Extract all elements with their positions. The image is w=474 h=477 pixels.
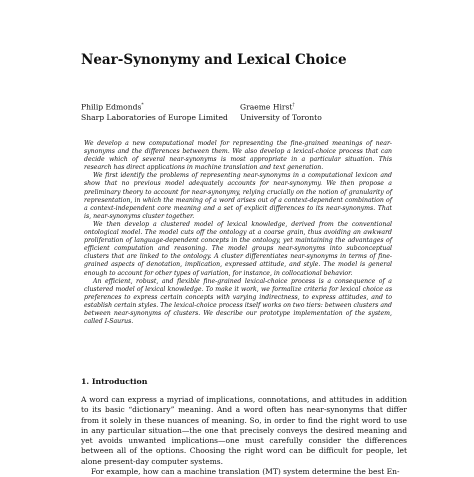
abstract	[84, 140, 392, 326]
body-paragraph: For example, how can a machine translation (MT) system determine the best En-	[91, 467, 400, 477]
introduction-body	[81, 395, 407, 477]
author-affiliation: Sharp Laboratories of Europe Limited	[81, 112, 228, 122]
author-footnote-mark: *	[141, 103, 144, 108]
body-paragraph: A word can express a myriad of implications, connotations, and attitudes in addition to its basic “dictionary” meaning. And a word often has near-synonyms that differ from it solely in these nuances of meaning. So, in order to find the right word to use in any particular situation—the one that precisely conveys the desired meaning and yet avoids unwanted implications—one must carefully consider the differences between all of the options. Choosing the right word can be difficult for people, let alone present-day computer systems.	[81, 395, 407, 466]
author-block-edmonds	[81, 101, 228, 123]
author-name-line	[81, 101, 228, 113]
section-heading-introduction: 1. Introduction	[81, 377, 148, 386]
author-footnote-mark: †	[292, 103, 295, 108]
author-affiliation: University of Toronto	[240, 112, 322, 122]
author-name: Philip Edmonds	[81, 102, 142, 112]
abstract-paragraph: We develop a new computational model for representing the fine-grained meanings of near-synonyms and the differences between them. We also develop a lexical-choice process that can decide which of several near-synonyms is most appropriate in a particular situation. This research has direct applications in machine translation and text generation.	[84, 140, 392, 172]
abstract-paragraph: We first identify the problems of representing near-synonyms in a computational lexicon and show that no previous model adequately accounts for near-synonymy. We then propose a preliminary theory to account for near-synonymy, relying crucially on the notion of granularity of representation, in which the meaning of a word arises out of a context-dependent combination of a context-independent core meaning and a set of explicit differences to its near-synonyms. That is, near-synonyms cluster together.	[84, 172, 392, 220]
author-name: Graeme Hirst	[240, 102, 293, 112]
abstract-paragraph: We then develop a clustered model of lexical knowledge, derived from the conventional ontological model. The model cuts off the ontology at a coarse grain, thus avoiding an awkward proliferation of language-dependent concepts in the ontology, yet maintaining the advantages of efficient computation and reasoning. The model groups near-synonyms into subconceptual clusters that are linked to the ontology. A cluster differentiates near-synonyms in terms of fine-grained aspects of denotation, implication, expressed attitude, and style. The model is general enough to account for other types of variation, for instance, in collocational behavior.	[84, 220, 392, 277]
author-name-line	[240, 101, 322, 113]
author-block-hirst	[240, 101, 322, 123]
paper-title: Near-Synonymy and Lexical Choice	[81, 52, 347, 68]
abstract-paragraph: An efficient, robust, and flexible fine-grained lexical-choice process is a consequence of a clustered model of lexical knowledge. To make it work, we formalize criteria for lexical choice as preferences to express certain concepts with varying indirectness, to express attitudes, and to establish certain styles. The lexical-choice process itself works on two tiers: between clusters and between near-synonyms of clusters. We describe our prototype implementation of the system, called I-Saurus.	[84, 277, 392, 326]
